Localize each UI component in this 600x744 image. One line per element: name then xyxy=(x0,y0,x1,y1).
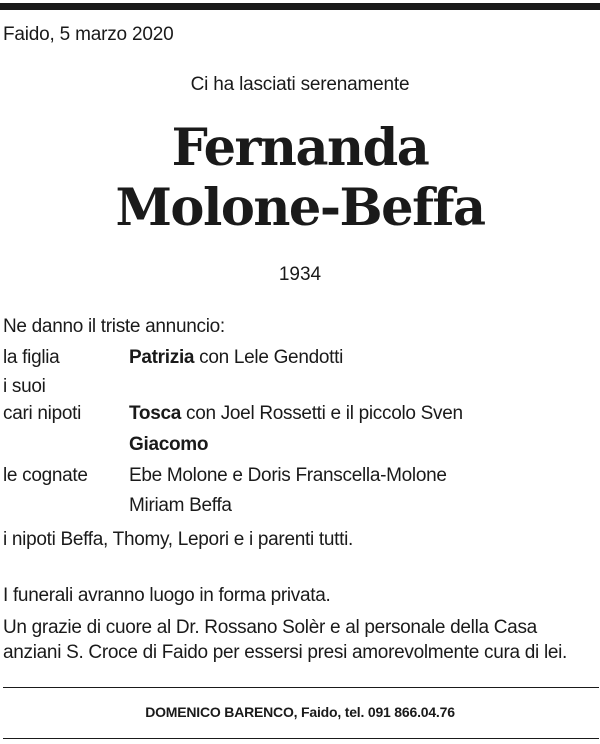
relation-label-nipoti-1: i suoi xyxy=(3,376,46,397)
intro-text: Ci ha lasciati serenamente xyxy=(190,74,410,95)
thanks-line-1: Un grazie di cuore al Dr. Rossano Solèr e al personale della Casa xyxy=(3,617,537,638)
other-relatives: i nipoti Beffa, Thomy, Lepori e i parenti tutti. xyxy=(3,529,353,550)
funeral-home-contact: DOMENICO BARENCO, Faido, tel. 091 866.04.76 xyxy=(145,704,455,720)
deceased-first-name: Fernanda xyxy=(171,118,429,178)
relation-names-nipoti-1 xyxy=(129,403,463,425)
nipote2-name: Giacomo xyxy=(129,434,209,455)
relation-label-nipoti-2: cari nipoti xyxy=(3,403,82,424)
thanks-line-2: anziani S. Croce di Faido per essersi presi amorevolmente cura di lei. xyxy=(3,642,568,663)
relation-label-cognate: le cognate xyxy=(3,465,88,486)
relation-names-figlia xyxy=(129,347,343,369)
footer-rule-top xyxy=(3,687,599,688)
figlia-partner: con Lele Gendotti xyxy=(194,347,344,368)
figlia-name: Patrizia xyxy=(129,347,195,368)
funeral-info: I funerali avranno luogo in forma privata. xyxy=(3,585,331,606)
top-rule xyxy=(0,3,600,10)
relation-names-nipoti-2 xyxy=(129,434,208,456)
relation-label-figlia: la figlia xyxy=(3,347,60,368)
birth-year: 1934 xyxy=(278,264,322,285)
announcement-lead: Ne danno il triste annuncio: xyxy=(3,316,225,337)
footer-rule-bottom xyxy=(3,738,599,739)
nipote1-name: Tosca xyxy=(129,403,182,424)
nipote1-rest: con Joel Rossetti e il piccolo Sven xyxy=(181,403,463,424)
deceased-last-name: Molone-Beffa xyxy=(115,178,485,238)
relation-names-cognate-1: Ebe Molone e Doris Franscella-Molone xyxy=(129,465,447,486)
place-date: Faido, 5 marzo 2020 xyxy=(3,24,174,45)
relation-names-cognate-2: Miriam Beffa xyxy=(129,495,232,516)
